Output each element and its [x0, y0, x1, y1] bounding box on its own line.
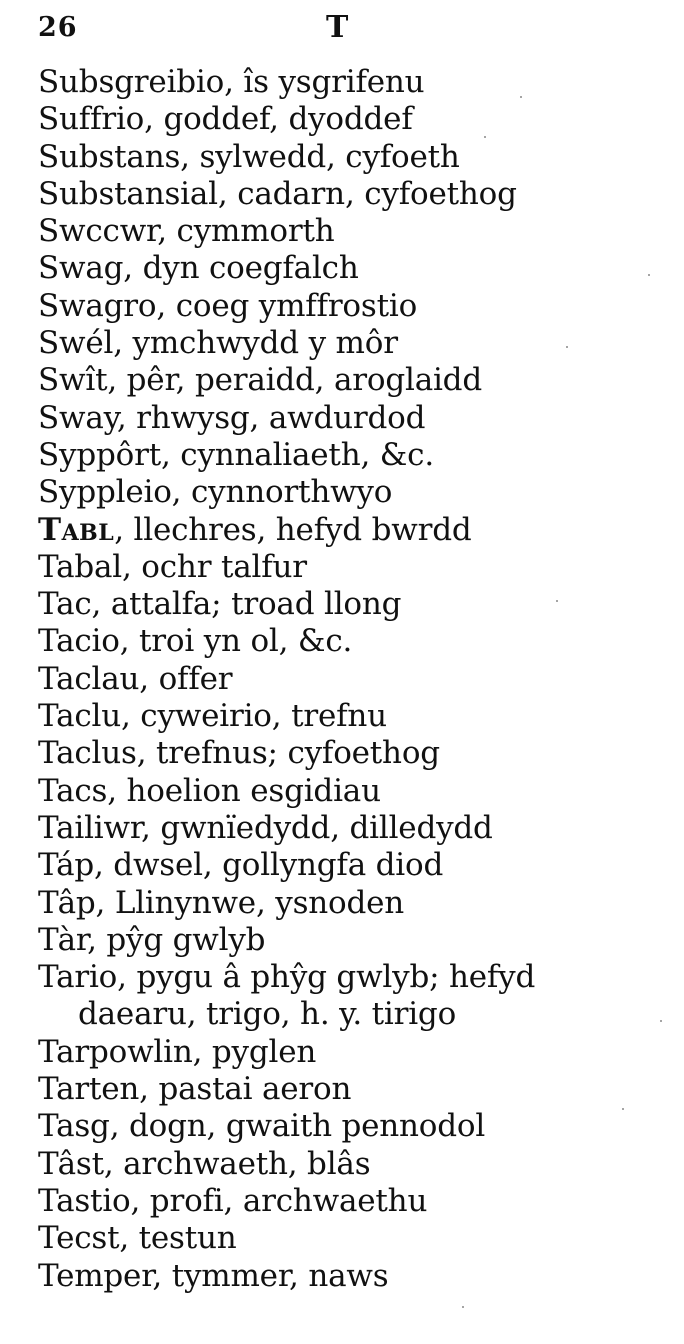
- entry: Swagro, coeg ymffrostio: [38, 287, 418, 324]
- entry: Sway, rhwysg, awdurdod: [38, 399, 426, 436]
- entry: Swccwr, cymmorth: [38, 213, 335, 250]
- entry: Subsgreibio, îs ysgrifenu: [38, 64, 425, 100]
- page-number: 26: [38, 12, 78, 43]
- entry: Tacio, troi yn ol, &c.: [38, 623, 353, 660]
- entry: Tâst, archwaeth, blâs: [38, 1145, 371, 1182]
- headword-small-caps: Tabl: [38, 511, 115, 548]
- entry: Tabal, ochr talfur: [38, 548, 307, 585]
- entry: Syppôrt, cynnaliaeth, &c.: [38, 436, 434, 473]
- entry: Swél, ymchwydd y môr: [38, 325, 398, 362]
- entry: Tecst, testun: [38, 1220, 237, 1257]
- entry: Taclu, cyweirio, trefnu: [38, 698, 387, 735]
- print-speck: [566, 346, 568, 348]
- entry: Tâp, Llinynwe, ysnoden: [38, 884, 405, 921]
- entry: Tac, attalfa; troad llong: [38, 586, 402, 623]
- entry: Tastio, profi, archwaethu: [38, 1182, 428, 1219]
- page-header: [0, 8, 684, 48]
- entry-continuation: [38, 996, 668, 1033]
- entry: Suffrio, goddef, dyoddef: [38, 101, 413, 138]
- entry: Táp, dwsel, gollyngfa diod: [38, 847, 444, 884]
- print-speck: [648, 274, 650, 276]
- entry: Tarten, pastai aeron: [38, 1071, 352, 1108]
- entry: Tacs, hoelion esgidiau: [38, 772, 381, 809]
- print-speck: [622, 1108, 624, 1110]
- continuation-line: daearu, trigo, h. y. tirigo: [78, 996, 457, 1033]
- print-speck: [556, 600, 558, 602]
- entry: Tasg, dogn, gwaith pennodol: [38, 1108, 486, 1145]
- print-speck: [462, 1306, 464, 1308]
- entry: Taclau, offer: [38, 660, 233, 697]
- entry-headword-tabl: Tabl, llechres, hefyd bwrdd: [38, 511, 472, 548]
- entry: Temper, tymmer, naws: [38, 1257, 389, 1294]
- entry: Substans, sylwedd, cyfoeth: [38, 138, 460, 175]
- entry: Tailiwr, gwnïedydd, dilledydd: [38, 809, 493, 846]
- entry-list: [38, 64, 668, 1295]
- entry: Tario, pygu â phŷg gwlyb; hefyd: [38, 959, 536, 996]
- entry: Syppleio, cynnorthwyo: [38, 474, 393, 511]
- entry: Swag, dyn coegfalch: [38, 250, 359, 287]
- section-letter: T: [326, 10, 349, 45]
- entry: Tàr, pŷg gwlyb: [38, 921, 266, 958]
- entry: Swît, pêr, peraidd, aroglaidd: [38, 362, 482, 399]
- print-speck: [660, 1020, 662, 1022]
- entry: Taclus, trefnus; cyfoethog: [38, 735, 440, 772]
- print-speck: [520, 96, 522, 98]
- entry: Substansial, cadarn, cyfoethog: [38, 175, 517, 212]
- print-speck: [484, 136, 486, 138]
- entry: Tarpowlin, pyglen: [38, 1033, 317, 1070]
